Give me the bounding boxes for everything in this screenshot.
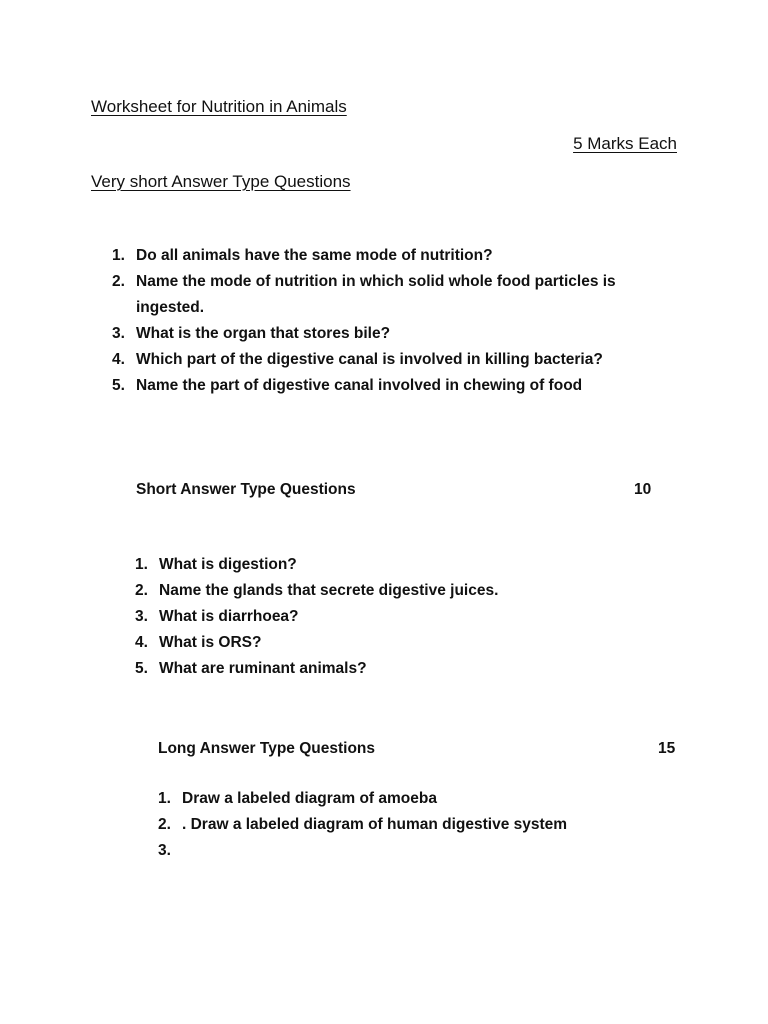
question-number: 2. [112,273,125,290]
short-question-list [135,552,498,682]
list-item [158,838,567,864]
long-question-list [158,786,567,864]
question-number: 3. [112,325,125,342]
list-item [158,812,567,838]
question-continuation: ingested. [136,299,205,316]
question-number: 5. [135,660,148,677]
question-number: 2. [158,816,171,833]
short-answer-heading: Short Answer Type Questions [136,481,356,498]
question-number: 2. [135,582,148,599]
question-number: 3. [135,608,148,625]
question-text: Name the part of digestive canal involved in chewing of food [136,377,583,394]
long-answer-heading: Long Answer Type Questions [158,740,376,757]
question-number: 1. [112,247,125,264]
list-item [112,269,616,295]
question-text: What is diarrhoea? [159,608,299,625]
long-answer-marks: 15 [658,740,676,757]
list-item [112,321,616,347]
very-short-heading: Very short Answer Type Questions [91,172,351,191]
marks-note: 5 Marks Each [573,134,677,153]
list-item [112,243,616,269]
list-item [135,656,498,682]
question-text: Which part of the digestive canal is involved in killing bacteria? [136,351,603,368]
list-item [135,552,498,578]
question-text: Do all animals have the same mode of nutrition? [136,247,493,264]
list-item [112,373,616,399]
question-number: 1. [158,790,171,807]
short-answer-marks: 10 [634,481,652,498]
very-short-question-list [112,243,616,399]
list-item [158,786,567,812]
question-number: 3. [158,842,171,859]
question-text: What are ruminant animals? [159,660,367,677]
question-text: Name the mode of nutrition in which solid whole food particles is [136,273,616,290]
question-number: 1. [135,556,148,573]
list-item [112,347,616,373]
question-text: Draw a labeled diagram of amoeba [182,790,437,807]
worksheet-title: Worksheet for Nutrition in Animals [91,97,347,116]
list-item [135,604,498,630]
list-item [135,578,498,604]
question-number: 5. [112,377,125,394]
question-number: 4. [135,634,148,651]
question-text: What is digestion? [159,556,297,573]
question-number: 4. [112,351,125,368]
question-text: What is the organ that stores bile? [136,325,391,342]
question-text: . Draw a labeled diagram of human digestive system [182,816,568,833]
question-text: What is ORS? [159,634,262,651]
question-text: Name the glands that secrete digestive juices. [159,582,499,599]
list-item [135,630,498,656]
